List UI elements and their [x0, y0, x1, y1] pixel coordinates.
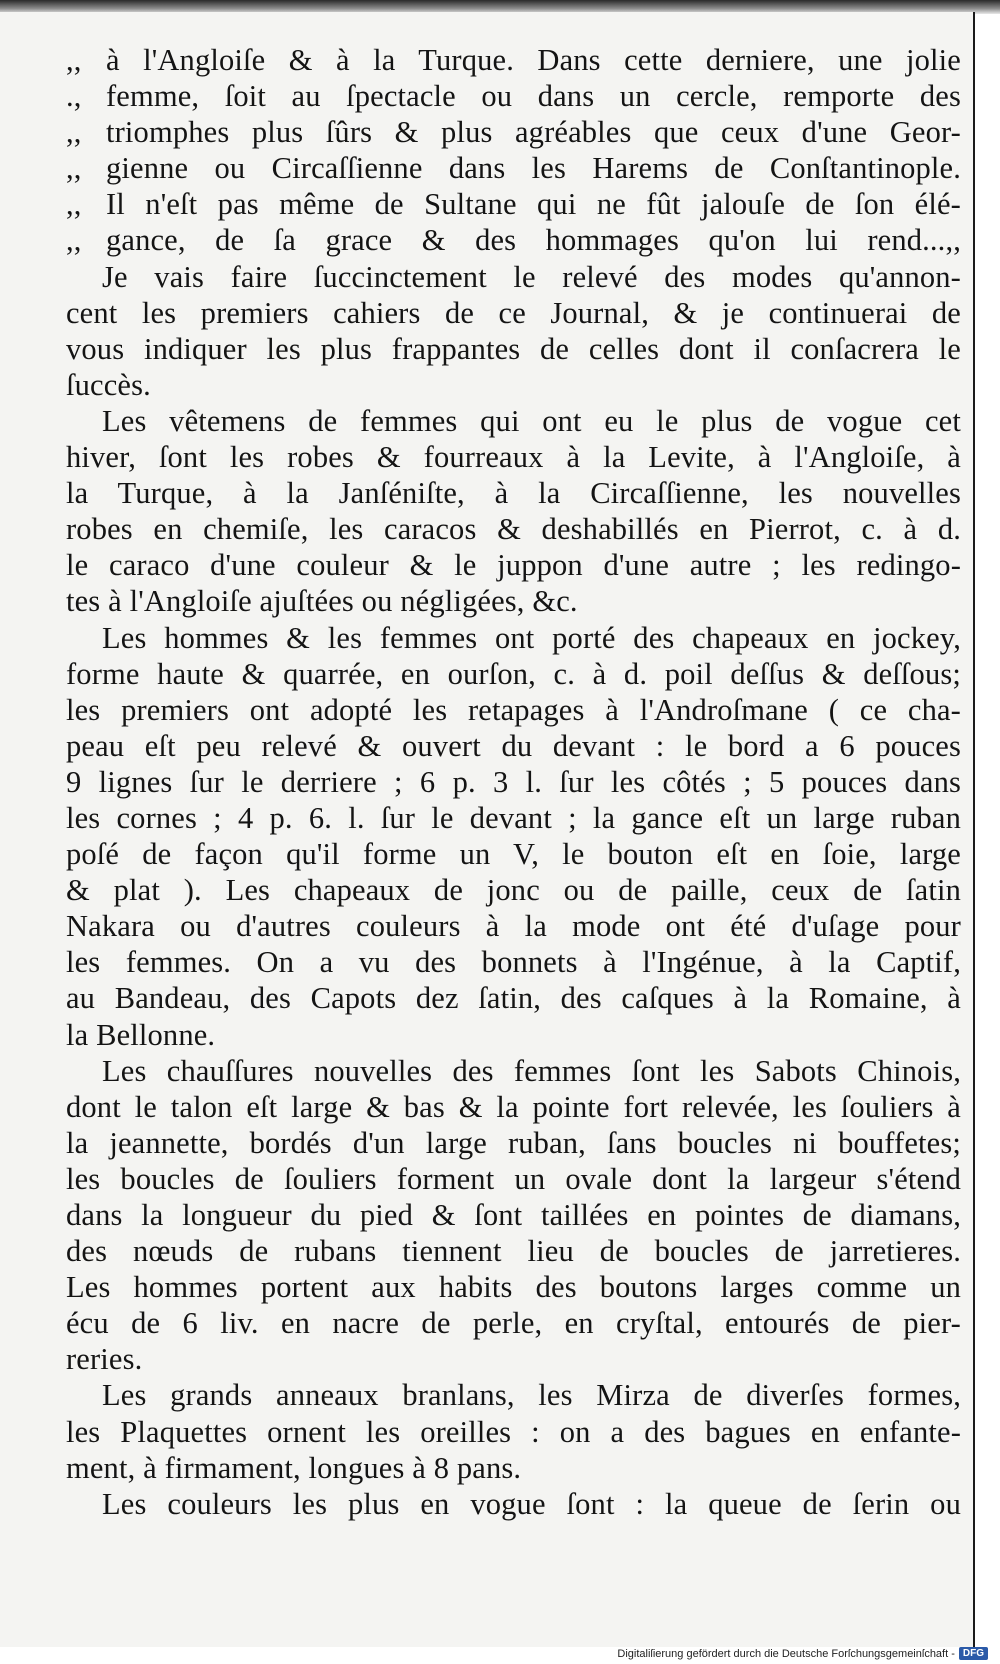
line-text: dans la longueur du pied & ſont taillées en pointes de diamans, — [66, 1198, 961, 1232]
line-text: la Bellonne. — [66, 1017, 216, 1052]
text-line — [66, 872, 961, 908]
text-line — [66, 1269, 961, 1305]
line-text: dont le talon eſt large & bas & la pointe fort relevée, les ſouliers à — [66, 1089, 961, 1124]
line-text: la jeannette, bordés d'un large ruban, ſans boucles ni bouffetes; — [66, 1125, 961, 1160]
text-line — [66, 295, 961, 331]
text-line — [66, 836, 961, 872]
text-line — [66, 475, 961, 511]
text-line — [66, 1414, 961, 1450]
line-text: poſé de façon qu'il forme un V, le bouton eſt en ſoie, large — [66, 837, 961, 872]
text-line — [66, 367, 961, 403]
text-line — [66, 114, 961, 150]
line-text: Les grands anneaux branlans, les Mirza de diverſes formes, — [102, 1378, 961, 1413]
text-line — [66, 78, 961, 114]
line-text: vous indiquer les plus frappantes de celles dont il conſacrera le — [66, 331, 961, 366]
text-line — [66, 186, 961, 222]
line-text: 9 lignes ſur le derriere ; 6 p. 3 l. ſur les côtés ; 5 pouces dans — [66, 764, 961, 799]
text-line — [66, 980, 961, 1016]
line-text: gance, de ſa grace & des hommages qu'on lui rend...,, — [106, 223, 961, 258]
line-text: les Plaquettes ornent les oreilles : on a des bagues en enfante- — [66, 1414, 961, 1449]
line-text: ſuccès. — [66, 367, 151, 402]
credit-text: Digitaliſierung gefördert durch die Deutsche Forſchungsgemeinſchaft - — [617, 1647, 955, 1660]
text-line — [66, 1161, 961, 1197]
line-text: au Bandeau, des Capots dez ſatin, des caſques à la Romaine, à — [66, 981, 961, 1016]
text-line — [66, 439, 961, 475]
line-text: Les chauſſures nouvelles des femmes ſont les Sabots Chinois, — [102, 1053, 961, 1088]
text-line — [66, 1450, 961, 1486]
line-text: femme, ſoit au ſpectacle ou dans un cercle, remporte des — [106, 79, 961, 114]
dfg-logo: DFG — [959, 1647, 988, 1660]
line-text: Les hommes portent aux habits des boutons larges comme un — [66, 1270, 961, 1305]
line-text: le caraco d'une couleur & le juppon d'une autre ; les redingo- — [66, 548, 961, 583]
line-text: forme haute & quarrée, en ourſon, c. à d. poil deſſus & deſſous; — [66, 656, 961, 691]
text-line — [66, 403, 961, 439]
line-text: & plat ). Les chapeaux de jonc ou de paille, ceux de ſatin — [66, 873, 961, 908]
line-text: les femmes. On a vu des bonnets à l'Ingénue, à la Captif, — [66, 945, 961, 980]
quote-mark: ,, — [66, 43, 82, 77]
line-text: écu de 6 liv. en nacre de perle, en cryſtal, entourés de pier- — [66, 1306, 961, 1341]
line-text: Les vêtemens de femmes qui ont eu le plus de vogue cet — [102, 403, 961, 438]
text-line — [66, 692, 961, 728]
text-line — [66, 1377, 961, 1413]
digitization-credit — [617, 1647, 988, 1660]
text-line — [66, 547, 961, 583]
line-text: gienne ou Circaſſienne dans les Harems de Conſtantinople. — [106, 151, 961, 186]
text-line — [66, 42, 961, 78]
text-line — [66, 222, 961, 258]
quote-mark: ., — [66, 79, 82, 114]
text-line — [66, 1233, 961, 1269]
text-line — [66, 944, 961, 980]
line-text: Les hommes & les femmes ont porté des chapeaux en jockey, — [102, 620, 961, 655]
line-text: peau eſt peu relevé & ouvert du devant : le bord a 6 pouces — [66, 728, 961, 763]
line-text: robes en chemiſe, les caracos & deshabillés en Pierrot, c. à d. — [66, 512, 961, 547]
line-text: Les couleurs les plus en vogue ſont : la queue de ſerin ou — [102, 1486, 961, 1521]
line-text: des nœuds de rubans tiennent lieu de boucles de jarretieres. — [66, 1234, 961, 1269]
line-text: cent les premiers cahiers de ce Journal, & je continuerai de — [66, 295, 961, 330]
line-text: Il n'eſt pas même de Sultane qui ne fût jalouſe de ſon élé- — [106, 187, 961, 222]
text-line — [66, 1053, 961, 1089]
text-line — [66, 728, 961, 764]
text-line — [66, 656, 961, 692]
text-line — [66, 764, 961, 800]
line-text: Je vais faire ſuccinctement le relevé des modes qu'annon- — [102, 259, 961, 294]
text-line — [66, 1486, 961, 1522]
line-text: les cornes ; 4 p. 6. l. ſur le devant ; la gance eſt un large ruban — [66, 800, 961, 835]
text-line — [66, 259, 961, 295]
quote-mark: ,, — [66, 223, 82, 258]
book-page — [0, 12, 975, 1647]
line-text: à l'Angloiſe & à la Turque. Dans cette derniere, une jolie — [106, 43, 961, 77]
line-text: ment, à firmament, longues à 8 pans. — [66, 1450, 522, 1485]
text-line — [66, 800, 961, 836]
quote-mark: ,, — [66, 115, 82, 150]
quote-mark: ,, — [66, 151, 82, 186]
line-text: triomphes plus ſûrs & plus agréables que ceux d'une Geor- — [106, 115, 961, 150]
line-text: Nakara ou d'autres couleurs à la mode ont été d'uſage pour — [66, 909, 961, 944]
line-text: la Turque, à la Janſéniſte, à la Circaſſienne, les nouvelles — [66, 476, 961, 511]
line-text: reries. — [66, 1342, 143, 1377]
text-line — [66, 1089, 961, 1125]
text-line — [66, 331, 961, 367]
quote-mark: ,, — [66, 187, 82, 222]
text-line — [66, 1341, 961, 1377]
text-line — [66, 1017, 961, 1053]
line-text: tes à l'Angloiſe ajuſtées ou négligées, &c. — [66, 584, 578, 619]
text-line — [66, 1125, 961, 1161]
text-line — [66, 150, 961, 186]
line-text: les boucles de ſouliers forment un ovale dont la largeur s'étend — [66, 1161, 961, 1196]
text-line — [66, 511, 961, 547]
page-body-text — [66, 42, 961, 1522]
text-line — [66, 908, 961, 944]
text-line — [66, 1197, 961, 1233]
line-text: les premiers ont adopté les retapages à l'Androſmane ( ce cha- — [66, 692, 961, 727]
line-text: hiver, ſont les robes & fourreaux à la Levite, à l'Angloiſe, à — [66, 440, 961, 475]
text-line — [66, 620, 961, 656]
text-line — [66, 583, 961, 619]
text-line — [66, 1305, 961, 1341]
